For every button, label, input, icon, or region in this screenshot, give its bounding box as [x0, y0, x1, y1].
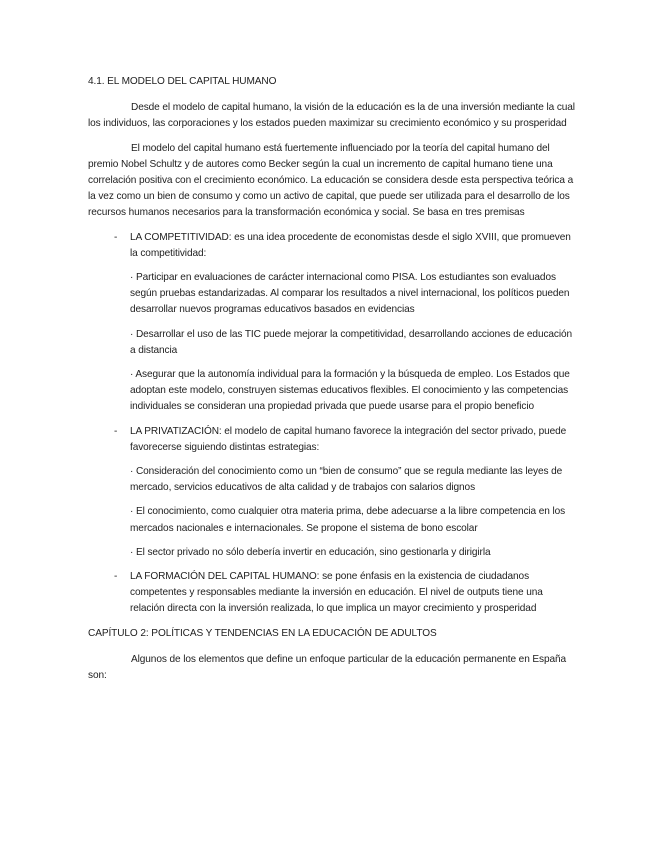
sub-item: · Asegurar que la autonomía individual para la formación y la búsqueda de empleo. Los Estados que adoptan este modelo, construyen sistemas educativos flexibles. El conocimiento y las competencias individuales se consideran una propiedad privada que puede usarse para el propio beneficio — [130, 369, 570, 413]
sub-item: · El sector privado no sólo debería invertir en educación, sino gestionarla y dirigirla — [130, 546, 491, 558]
sub-item: · Participar en evaluaciones de carácter internacional como PISA. Los estudiantes son evaluados según pruebas estandarizadas. Al comparar los resultados a nivel internacional, los políticos pueden desarrollar nuevos programas educativos basados en evidencias — [130, 272, 570, 316]
bullet-text: LA FORMACIÓN DEL CAPITAL HUMANO: se pone énfasis en la existencia de ciudadanos competentes y responsables mediante la inversión en educación. El nivel de outputs tiene una relación directa con la inversión realizada, lo que implica un mayor crecimiento y prosperidad — [130, 571, 543, 615]
paragraph-theory: El modelo del capital humano está fuertemente influenciado por la teoría del capital humano del premio Nobel Schultz y de autores como Becker según la cual un incremento de capital humano tiene una correlación positiva con el crecimiento económico. La educación se considera desde esta perspectiva teórica a la vez como un bien de consumo y como un activo de capital, que puede ser utilizada para el desarrollo de los recursos humanos necesarios para la transformación económica y social. Se basa en tres premisas — [88, 142, 574, 219]
chapter-heading: CAPÍTULO 2: POLÍTICAS Y TENDENCIAS EN LA EDUCACIÓN DE ADULTOS — [88, 627, 437, 639]
sub-item: · Consideración del conocimiento como un “bien de consumo” que se regula mediante las leyes de mercado, servicios educativos de alta calidad y de trabajos con salarios dignos — [130, 466, 563, 494]
bullet-dash: - — [114, 571, 118, 583]
bullet-dash: - — [114, 231, 118, 243]
bullet-formacion — [88, 569, 579, 618]
bullet-privatizacion — [88, 424, 579, 456]
paragraph-intro: Desde el modelo de capital humano, la visión de la educación es la de una inversión mediante la cual los individuos, las corporaciones y los estados pueden maximizar su crecimiento económico y su prosperidad — [88, 102, 575, 130]
paragraph-chapter-intro: Algunos de los elementos que define un enfoque particular de la educación permanente en España son: — [88, 653, 567, 682]
sub-item: · El conocimiento, como cualquier otra materia prima, debe adecuarse a la libre competencia en los mercados nacionales e internacionales. Se propone el sistema de bono escolar — [130, 506, 566, 534]
bullet-text: LA COMPETITIVIDAD: es una idea procedente de economistas desde el siglo XVIII, que promueven la competitividad: — [130, 231, 571, 259]
sub-item: · Desarrollar el uso de las TIC puede mejorar la competitividad, desarrollando acciones de educación a distancia — [130, 328, 573, 356]
bullet-competitividad — [88, 230, 579, 262]
bullet-dash: - — [114, 425, 118, 437]
section-heading: 4.1. EL MODELO DEL CAPITAL HUMANO — [88, 76, 277, 87]
bullet-text: LA PRIVATIZACIÓN: el modelo de capital humano favorece la integración del sector privado, puede favorecerse siguiendo distintas estrategias: — [130, 425, 567, 453]
